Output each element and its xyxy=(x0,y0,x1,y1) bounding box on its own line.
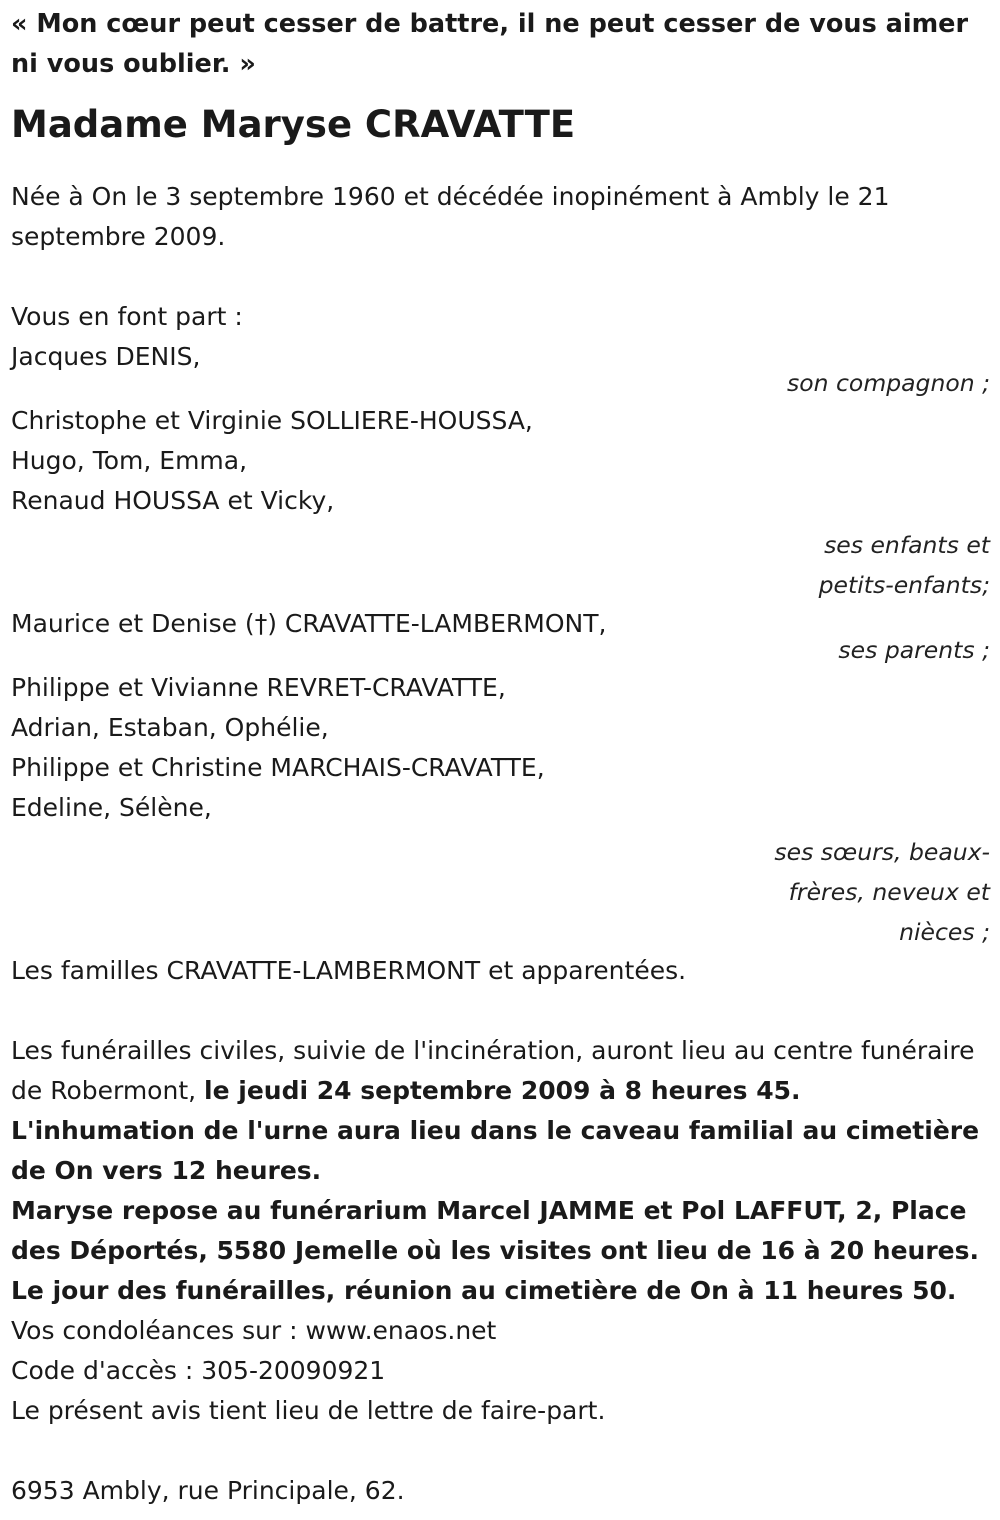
announcement-intro: Vous en font part : xyxy=(11,302,243,331)
family-name-line: Philippe et Christine MARCHAIS-CRAVATTE, xyxy=(11,753,545,782)
family-group-parents xyxy=(11,604,990,672)
reunion-text: Le jour des funérailles, réunion au cimetière de On à 11 heures 50. xyxy=(11,1276,957,1305)
families-line: Les familles CRAVATTE-LAMBERMONT et apparentées. xyxy=(11,956,687,985)
epigraph-quote: « Mon cœur peut cesser de battre, il ne peut cesser de vous aimer ni vous oublier. » xyxy=(11,9,969,79)
family-name-line: Renaud HOUSSA et Vicky, xyxy=(11,486,335,515)
relation-label: ses parents ; xyxy=(838,636,990,664)
family-name-line: Edeline, Sélène, xyxy=(11,793,212,822)
family-name-line: Philippe et Vivianne REVRET-CRAVATTE, xyxy=(11,673,506,702)
repose-text: Maryse repose au funérarium Marcel JAMME et Pol LAFFUT, 2, Place des Déportés, 5580 Jemelle où les visites ont lieu de 16 à 20 heures. xyxy=(11,1196,980,1265)
relation-label: ses sœurs, beaux-frères, neveux et nièces ; xyxy=(774,838,990,946)
family-name-line: Christophe et Virginie SOLLIERE-HOUSSA, xyxy=(11,406,533,435)
family-group-companion xyxy=(11,337,990,405)
inhumation-text: L'inhumation de l'urne aura lieu dans le caveau familial au cimetière de On vers 12 heures. xyxy=(11,1116,980,1185)
family-group-children xyxy=(11,401,990,605)
parents-name-end: ) CRAVATTE-LAMBERMONT, xyxy=(267,609,607,638)
condolences-text: Vos condoléances sur : www.enaos.net xyxy=(11,1316,497,1345)
relation-label: ses enfants et petits-enfants; xyxy=(818,531,990,599)
funeral-details xyxy=(11,1031,990,1431)
address-text: 6953 Ambly, rue Principale, 62. xyxy=(11,1476,405,1505)
birth-death-text: Née à On le 3 septembre 1960 et décédée inopinément à Ambly le 21 septembre 2009. xyxy=(11,182,890,251)
deceased-cross-icon: † xyxy=(254,609,268,638)
funeral-ceremony-text xyxy=(11,1031,990,1111)
funeral-date-text: le jeudi 24 septembre 2009 à 8 heures 45. xyxy=(204,1076,801,1105)
deceased-name: Madame Maryse CRAVATTE xyxy=(11,103,576,146)
funeral-plain-text: Les funérailles civiles, suivie de l'incinération, auront lieu au centre funéraire de Robermont, xyxy=(11,1036,975,1105)
family-name-line: Adrian, Estaban, Ophélie, xyxy=(11,713,329,742)
access-code-text: Code d'accès : 305-20090921 xyxy=(11,1356,386,1385)
family-name-line: Hugo, Tom, Emma, xyxy=(11,446,248,475)
relation-label: son compagnon ; xyxy=(787,369,990,397)
family-group-siblings xyxy=(11,668,990,952)
family-name-line: Jacques DENIS, xyxy=(11,342,201,371)
notice-text: Le présent avis tient lieu de lettre de faire-part. xyxy=(11,1396,606,1425)
parents-name-start: Maurice et Denise ( xyxy=(11,609,255,638)
